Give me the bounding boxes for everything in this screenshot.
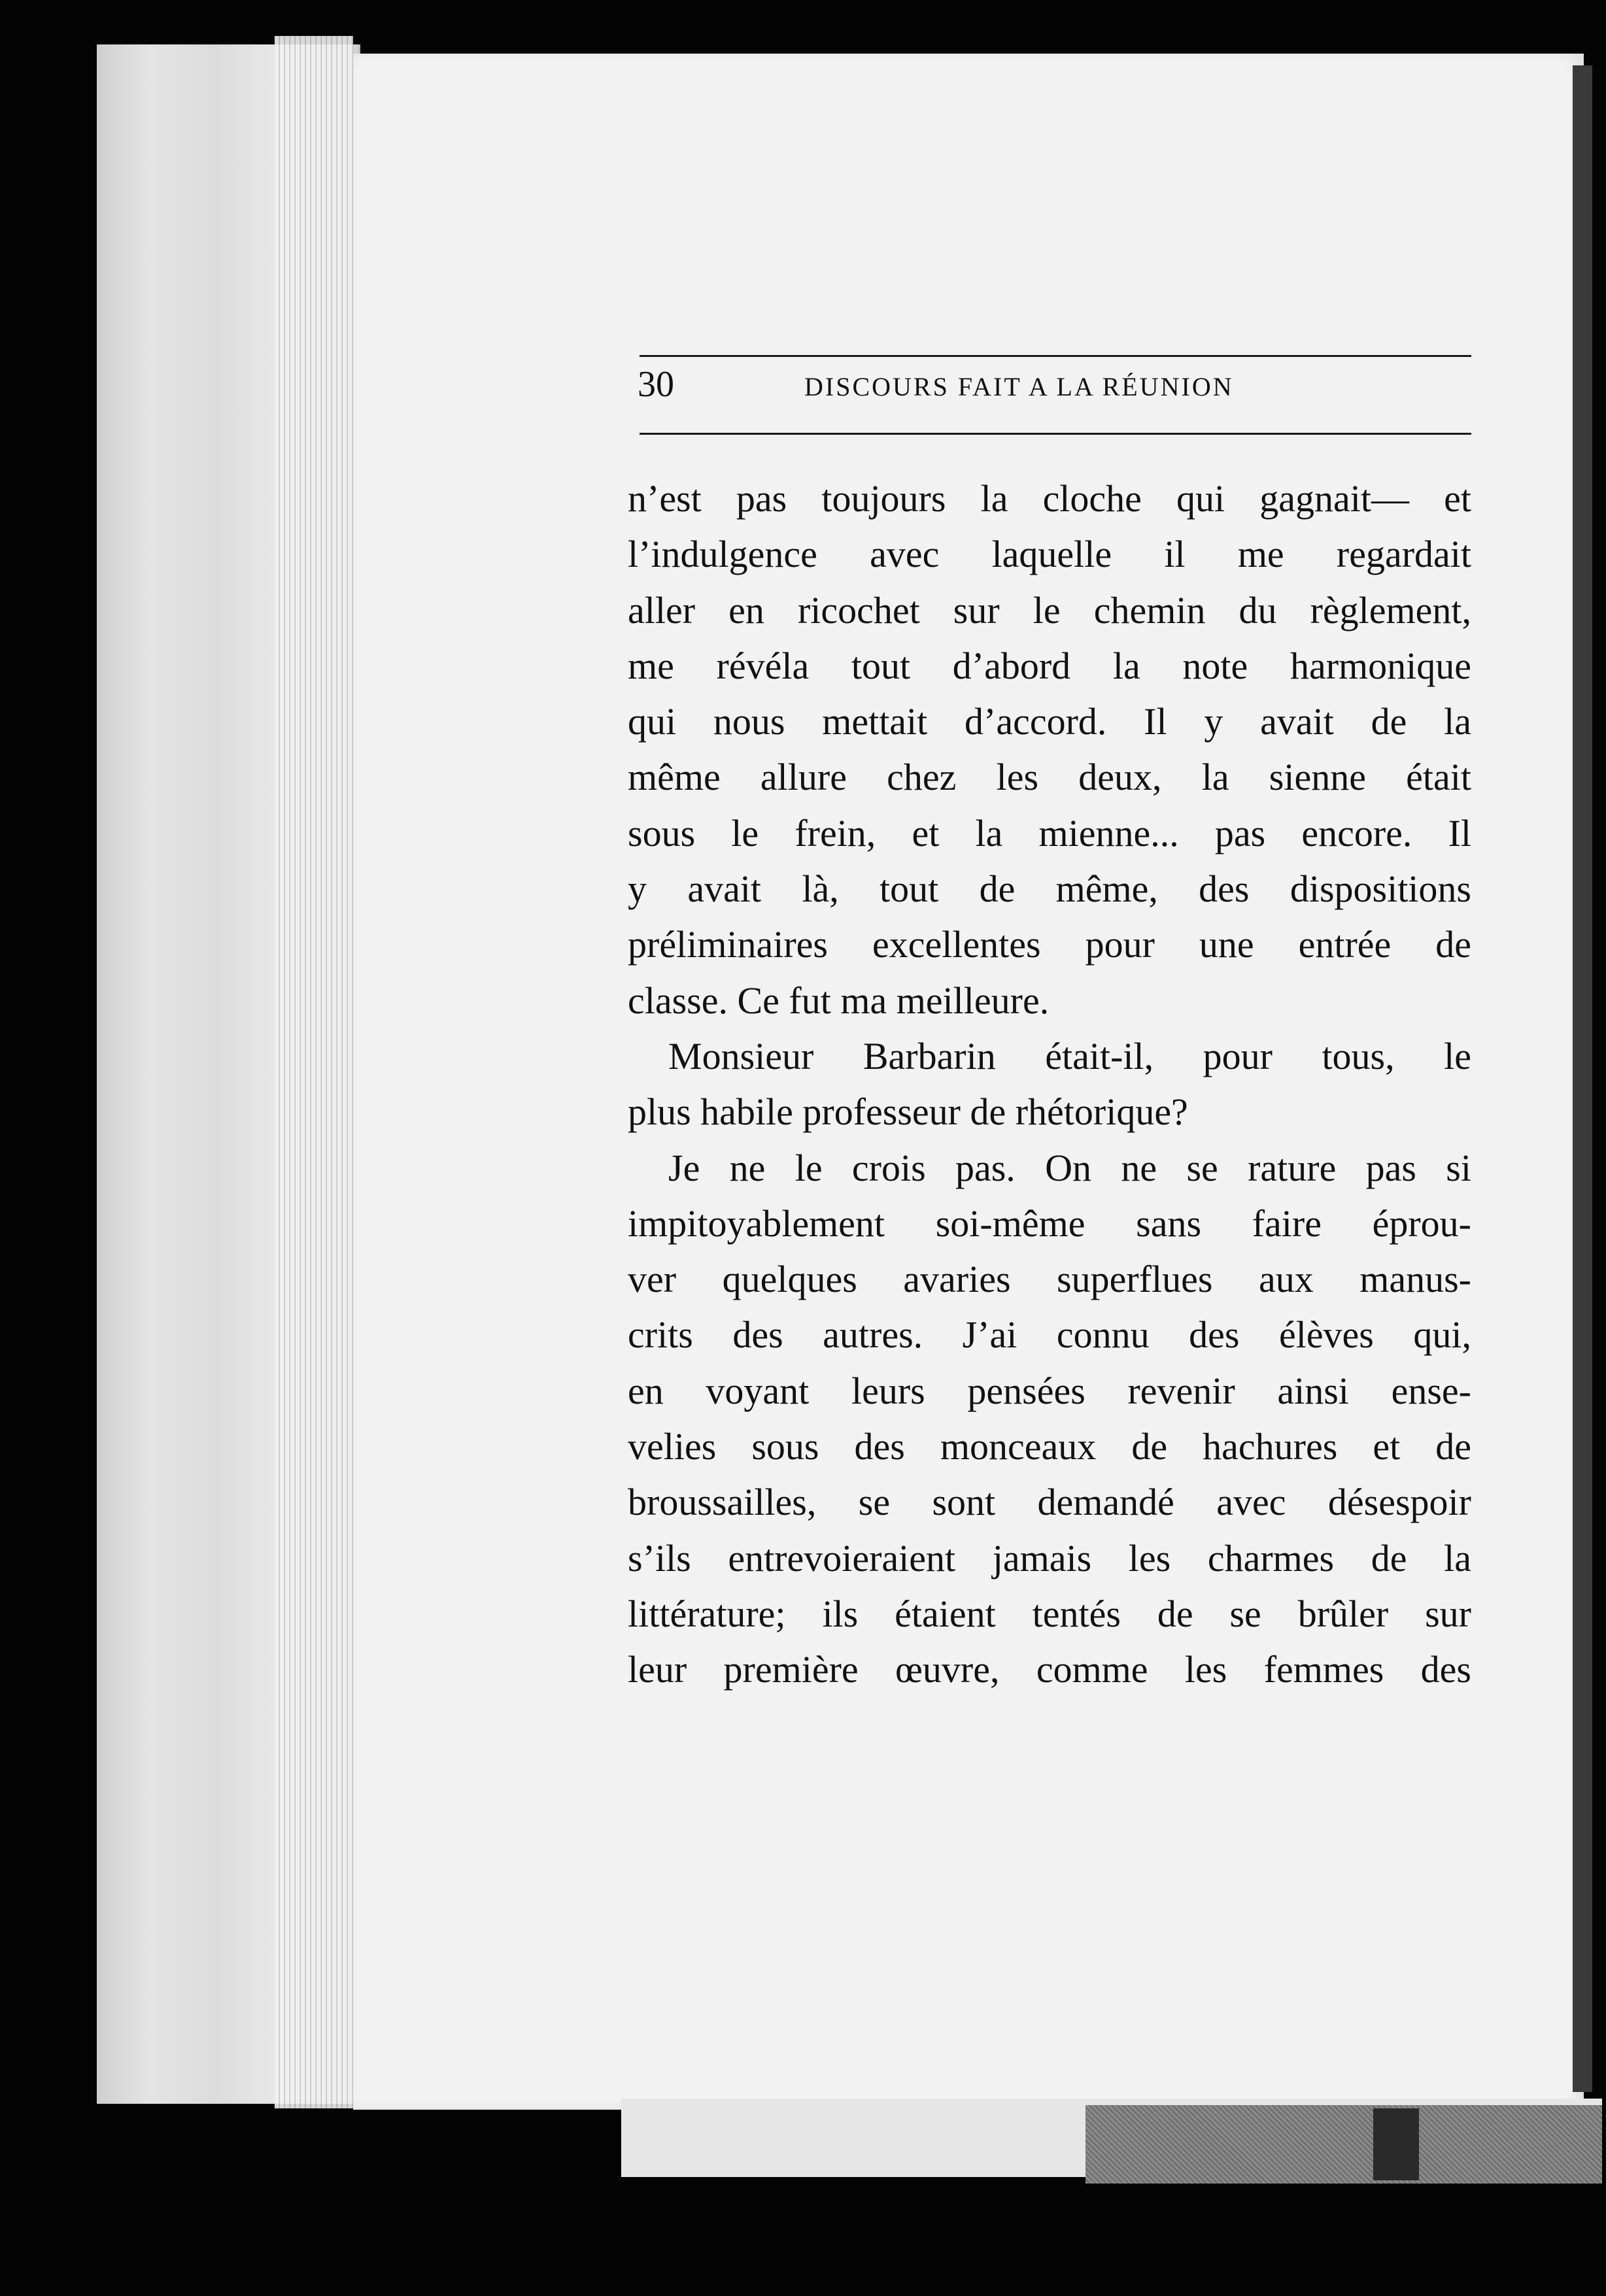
page-edges xyxy=(275,36,353,2108)
text-line: préliminaires excellentes pour une entrée de xyxy=(628,923,1471,966)
text-line: sous le frein, et la mienne... pas encore. Il xyxy=(628,811,1471,854)
book-binding-edge xyxy=(1573,65,1592,2092)
binding-spine xyxy=(1373,2108,1419,2180)
text-line: littérature; ils étaient tentés de se brûler sur xyxy=(628,1592,1471,1635)
text-line: crits des autres. J’ai connu des élèves qui, xyxy=(628,1313,1471,1357)
text-line: aller en ricochet sur le chemin du règlement, xyxy=(628,588,1471,632)
text-line: l’indulgence avec laquelle il me regardait xyxy=(628,533,1471,576)
page-number: 30 xyxy=(638,364,674,405)
text-line: ver quelques avaries superflues aux manus- xyxy=(628,1258,1471,1301)
text-line: classe. Ce fut ma meilleure. xyxy=(628,979,1050,1022)
text-line: y avait là, tout de même, des dispositions xyxy=(628,868,1471,911)
text-line: velies sous des monceaux de hachures et de xyxy=(628,1425,1471,1468)
text-line: même allure chez les deux, la sienne était xyxy=(628,756,1471,799)
text-line: Monsieur Barbarin était-il, pour tous, le xyxy=(668,1034,1471,1077)
text-line: impitoyablement soi-même sans faire éprou- xyxy=(628,1202,1471,1245)
text-line: broussailles, se sont demandé avec désespoir xyxy=(628,1481,1471,1524)
text-line: leur première œuvre, comme les femmes des xyxy=(628,1648,1471,1691)
text-line: n’est pas toujours la cloche qui gagnait— et xyxy=(628,477,1471,520)
running-title: DISCOURS FAIT A LA RÉUNION xyxy=(804,372,1234,401)
body-text xyxy=(628,471,1471,1698)
text-line: plus habile professeur de rhétorique? xyxy=(628,1090,1188,1134)
text-line: en voyant leurs pensées revenir ainsi ense- xyxy=(628,1369,1471,1412)
text-line: s’ils entrevoieraient jamais les charmes de la xyxy=(628,1536,1471,1579)
header-rule-bottom xyxy=(640,433,1471,435)
text-line: me révéla tout d’abord la note harmonique xyxy=(628,644,1471,687)
cloth-binding xyxy=(1085,2105,1602,2184)
header-rule-top xyxy=(640,355,1471,357)
text-line: qui nous mettait d’accord. Il y avait de la xyxy=(628,700,1471,743)
text-line: Je ne le crois pas. On ne se rature pas si xyxy=(668,1146,1471,1189)
